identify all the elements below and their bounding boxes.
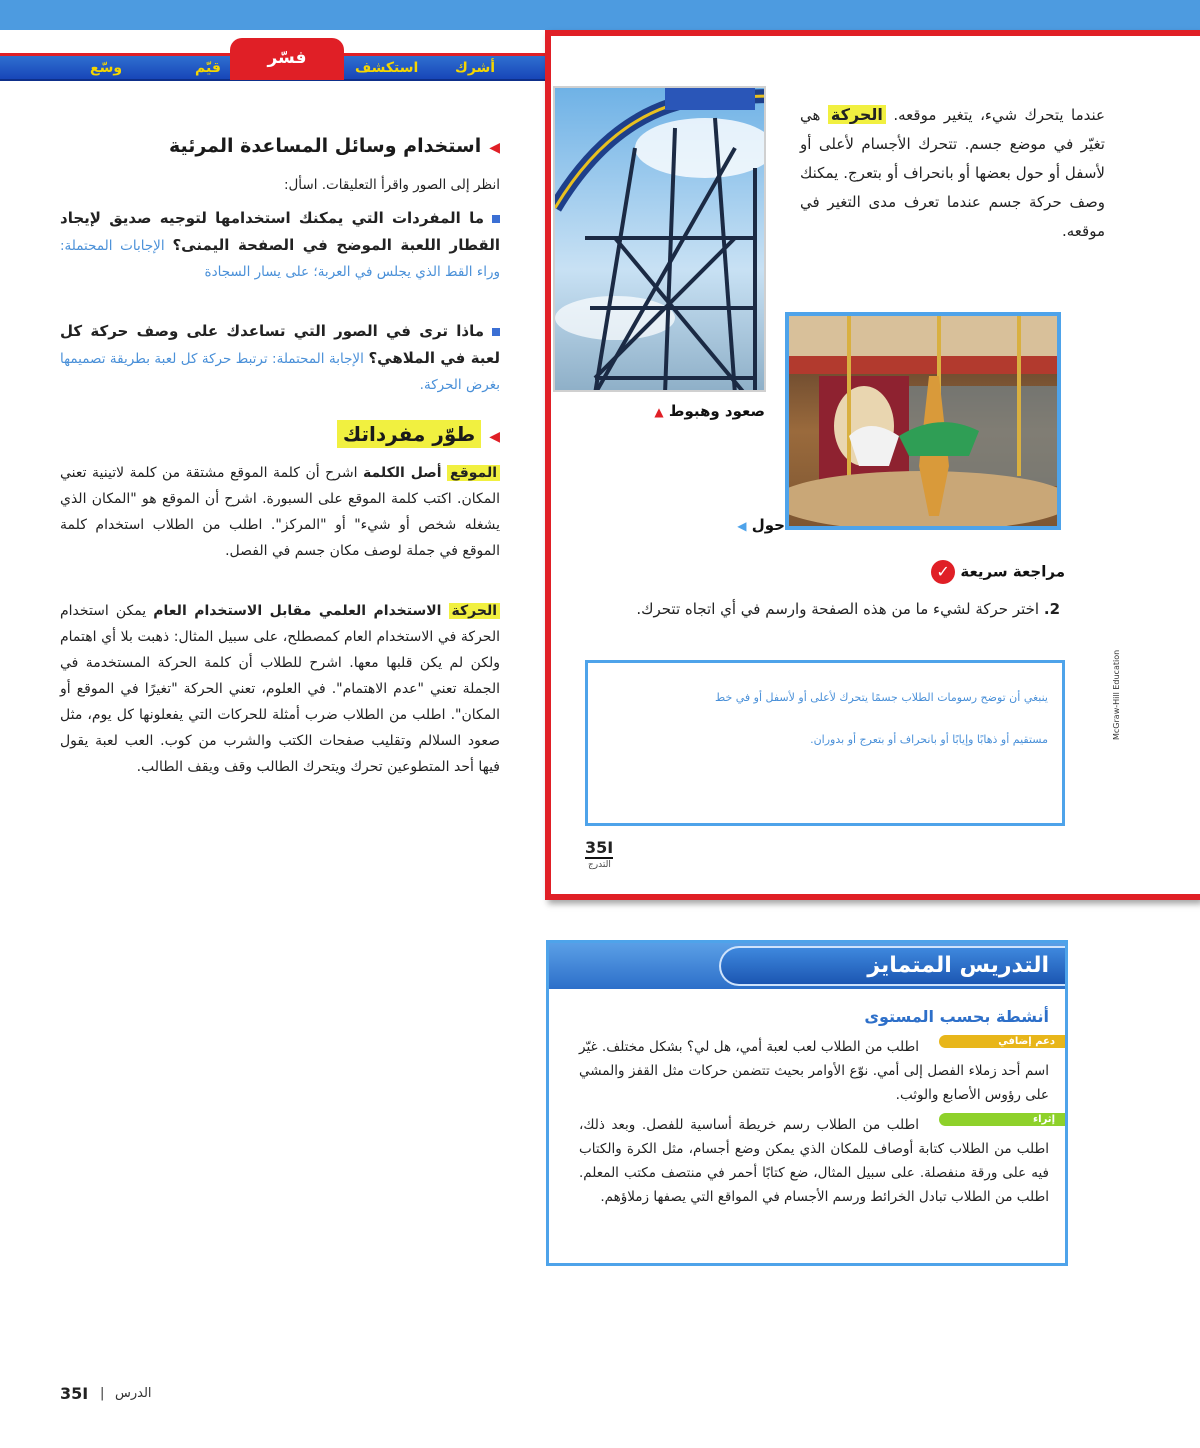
tag-extra-support: دعم إضافي	[939, 1035, 1065, 1048]
triangle-left-icon: ◀	[737, 519, 747, 533]
vocab-term-motion: الحركة الاستخدام العلمي مقابل الاستخدام العام يمكن استخدام الحركة في الاستخدام العام كمصطلح، على سبيل المثال: ذهبت بلا أي اهتمام ولكن لم يكن قلبها معها. اشرح للطلاب أن كلمة الحركة المستخدمة في الجملة تعني "عدم الاهتمام". في العلوم، تعني الحركة "تغيرًا في الموقع أو المكان". اطلب من الطلاب ضرب أمثلة للحركات التي يفعلونها كل يوم، مثل صعود السلالم وتقليب صفحات الكتب والشرب من كوب. العب لعبة يقول فيها أحد المتطوعين تحرك ويتحرك الطالب وقف ويقف الطالب.	[60, 603, 500, 775]
bullet-icon	[492, 328, 500, 336]
vocab-heading: ◀طوّر مفرداتك	[300, 422, 500, 456]
differentiated-text-1: اطلب من الطلاب لعب لعبة أمي، هل لي؟ بشكل مختلف. غيّر اسم أحد زملاء الفصل إلى أمي. نوّع الأوامر بحيث تتضمن حركات مثل القفز والمشي على رؤوس الأصابع والوثب.	[579, 1039, 1049, 1103]
differentiated-box	[546, 940, 1068, 1266]
caption-around: حول ◀	[737, 516, 785, 534]
triangle-up-icon: ▲	[654, 405, 664, 419]
differentiated-subtitle: أنشطة بحسب المستوى	[864, 1007, 1049, 1026]
quick-review-question: 2. اختر حركة لشيء ما من هذه الصفحة وارسم في أي اتجاه تتحرك.	[636, 600, 1060, 618]
carousel-photo	[785, 312, 1061, 530]
differentiated-title: التدريس المتمايز	[719, 946, 1065, 986]
answer-1: الإجابات المحتملة: وراء القط الذي يجلس في العربة؛ على يسار السجادة	[60, 238, 500, 280]
tab-explain-active[interactable]: فسّر	[230, 38, 344, 80]
visual-aids-heading: ◀استخدام وسائل المساعدة المرئية	[168, 135, 500, 157]
roller-coaster-photo	[553, 86, 766, 392]
motion-definition: عندما يتحرك شيء، يتغير موقعه. الحركة هي تغيّر في موضع جسم. تتحرك الأجسام لأعلى أو لأسفل أو حول بعضها أو بانحراف أو بتعرج. يمكنك وصف حركة جسم عندما تعرف مدى التغير في موقعه.	[800, 105, 1105, 240]
footer-divider: |	[100, 1386, 105, 1401]
differentiated-text-2: اطلب من الطلاب رسم خريطة أساسية للفصل. وبعد ذلك، اطلب من الطلاب كتابة أوصاف للمكان الذي يمكن وضع أجسام، مثل الكرة والكتاب فيه على ورقة منفصلة. على سبيل المثال، ضع كتابًا أحمر في منتصف مكتب المعلم. اطلب من الطلاب تبادل الخرائط ورسم الأجسام في المواقع التي يصفها زملاؤهم.	[579, 1117, 1049, 1205]
differentiated-header	[549, 943, 1065, 989]
footer-page-number: 35I	[60, 1384, 89, 1403]
caption-up-down: صعود وهبوط ▲	[654, 402, 765, 420]
tab-engage[interactable]: أشرك	[455, 60, 496, 76]
bullet-icon	[492, 215, 500, 223]
footer-lesson: الدرس	[115, 1386, 152, 1401]
quick-review-heading: مراجعة سريعة ✓	[880, 560, 1065, 584]
tab-explore[interactable]: استكشف	[355, 60, 419, 76]
answer-line-1: ينبغي أن توضح رسومات الطلاب جسمًا يتحرك لأعلى أو لأسفل أو في خط	[715, 691, 1048, 704]
tab-evaluate[interactable]: قيّم	[195, 60, 221, 76]
visual-aids-intro: انظر إلى الصور واقرأ التعليقات. اسأل:	[283, 177, 500, 193]
student-page-sub: التدرج	[588, 860, 611, 870]
arrow-left-icon: ◀	[489, 140, 500, 156]
answer-2: الإجابة المحتملة: ترتبط حركة كل لعبة بطريقة تصميمها بغرض الحركة.	[60, 351, 500, 393]
student-page-number: 35I	[585, 838, 614, 857]
tab-extend[interactable]: وسّع	[90, 60, 123, 76]
visual-aids-question-1: ما المفردات التي يمكنك استخدامها لتوجيه صديق لإيجاد القطار اللعبة الموضح في الصفحة اليمنى؟ الإجابات المحتملة: وراء القط الذي يجلس في العربة؛ على يسار السجادة	[60, 209, 501, 280]
arrow-left-icon: ◀	[489, 429, 500, 445]
checkmark-icon: ✓	[931, 560, 955, 584]
tag-enrichment: إثراء	[939, 1113, 1065, 1126]
answer-box	[585, 660, 1065, 826]
top-band	[0, 0, 1200, 30]
answer-line-2: مستقيم أو ذهابًا وإيابًا أو بانحراف أو بتعرج أو بدوران.	[810, 733, 1048, 746]
vocab-term-location: الموقع أصل الكلمة اشرح أن كلمة الموقع مشتقة من كلمة لاتينية تعني المكان. اكتب كلمة الموقع على السبورة. اشرح أن الموقع هو "المكان الذي يشغله شخص أو شيء" أو "المركز". اطلب من الطلاب استخدام كلمة الموقع في جملة لوصف مكان جسم في الفصل.	[60, 465, 500, 559]
visual-aids-question-2: ماذا ترى في الصور التي تساعدك على وصف حركة كل لعبة في الملاهي؟ الإجابة المحتملة: ترتبط حركة كل لعبة بطريقة تصميمها بغرض الحركة.	[60, 322, 501, 393]
credit-text: McGraw-Hill Education	[1112, 649, 1121, 740]
